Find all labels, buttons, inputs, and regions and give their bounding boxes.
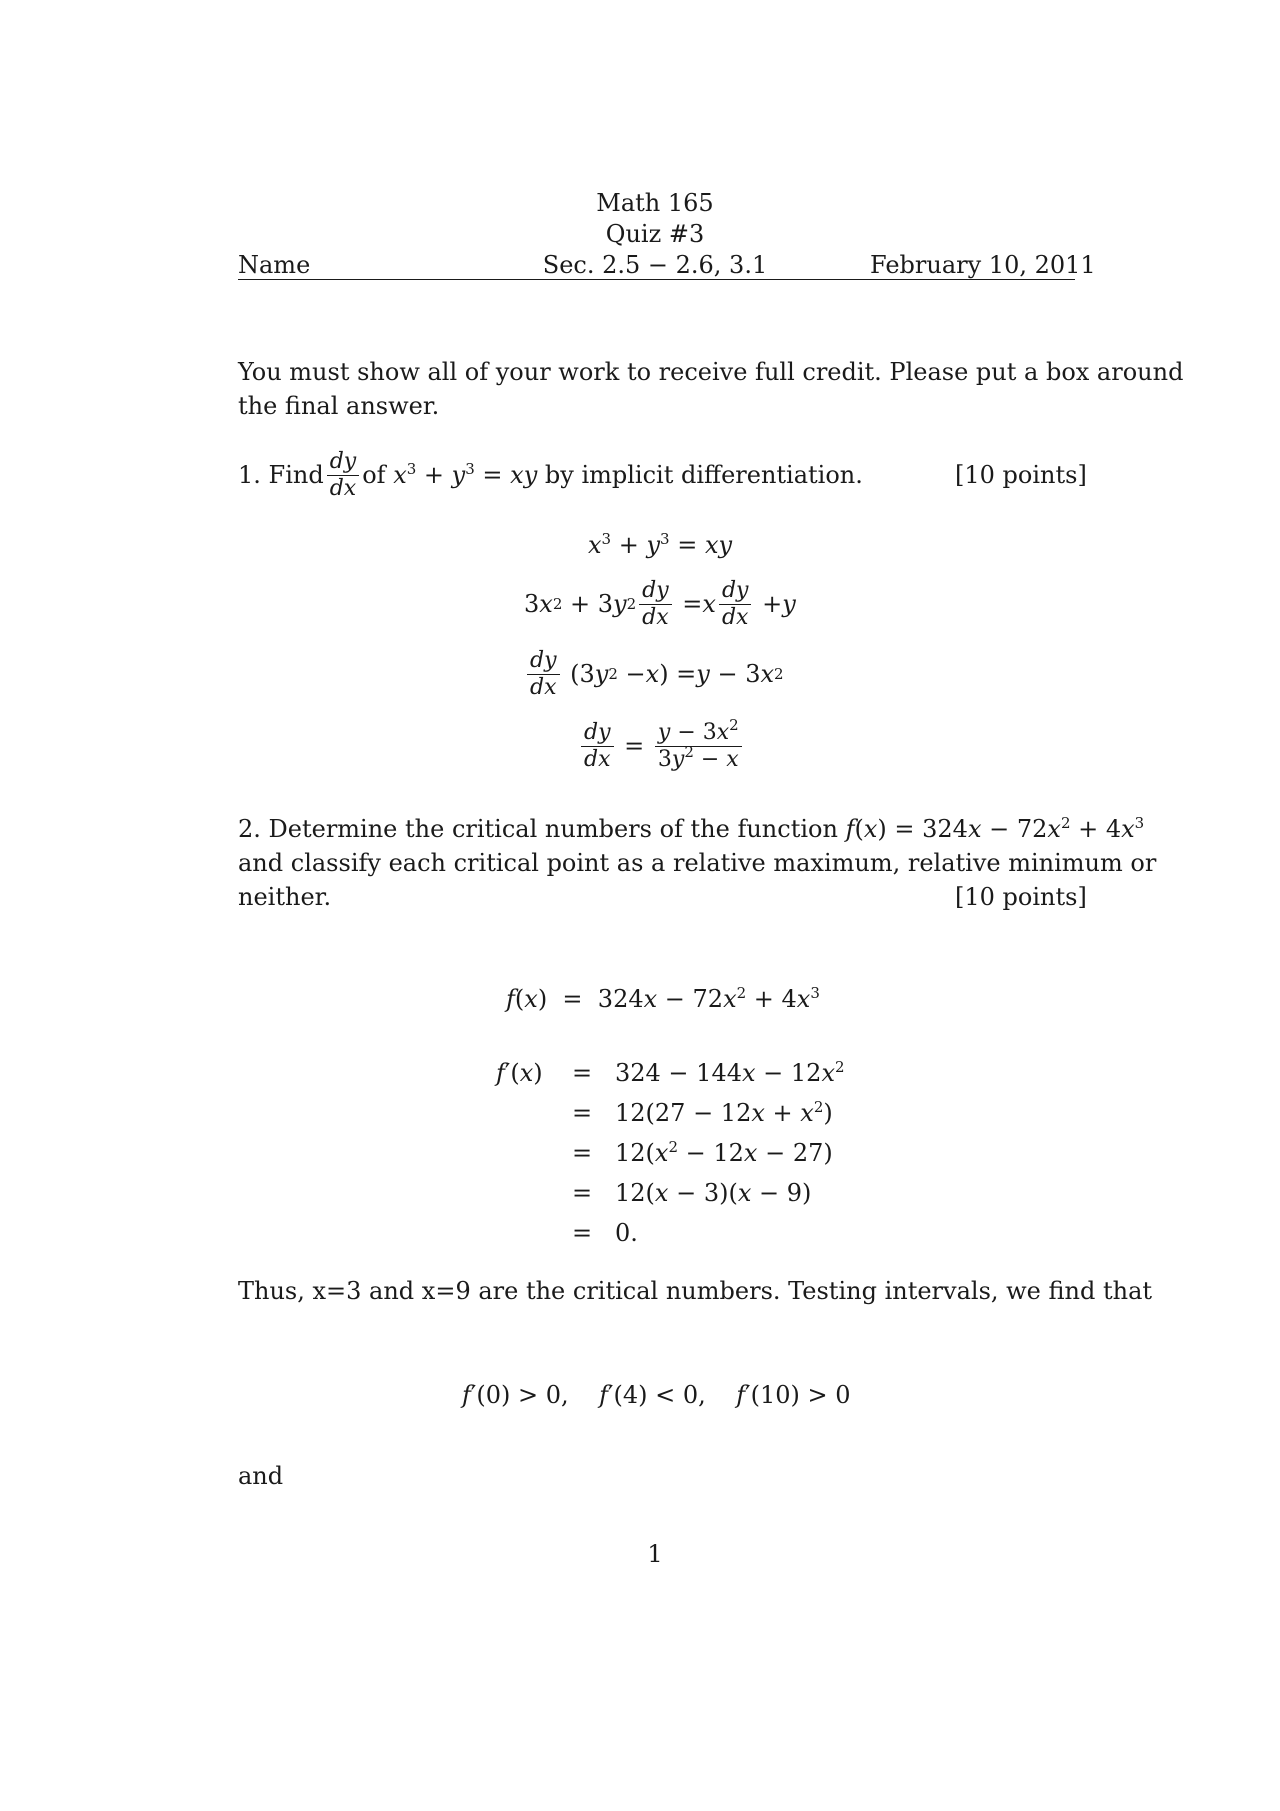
p2-eq-4: = 12(x − 3)(x − 9) <box>572 1179 812 1207</box>
problem-1-of: of <box>362 461 386 489</box>
p2-eq-2: = $12(27 - 12x + x^2)$ <box>572 1098 833 1127</box>
p2-eq-1: = $324 - 144x - 12x^2$ <box>572 1058 845 1087</box>
p1-step-3: $\frac{dy}{dx}$ (3 y 2 − x ) = y − 3 x 2 <box>524 640 784 708</box>
p2-f-definition: $f(x) = 324x - 72x^2 + 4x^3$ <box>506 984 820 1013</box>
p1-step-1: $x^3 + y^3$ = xy <box>588 530 733 559</box>
instructions-line-1: You must show all of your work to receive full credit. Please put a box around <box>238 358 1184 386</box>
name-label: Name <box>238 251 311 279</box>
p2-eq-5: = 0. <box>572 1219 638 1247</box>
quiz-date: February 10, 2011 <box>870 251 1096 279</box>
p1-step-2: 3 x 2 + 3 y 2 $\frac{dy}{dx}$ = x $\frac{dy}{dx}$ + y <box>524 577 796 630</box>
problem-2-tail: and <box>238 1462 284 1490</box>
header-rule <box>238 279 1075 280</box>
p2-eq-3: = $12(x^2 - 12x - 27)$ <box>572 1138 833 1167</box>
problem-2-line-2: and classify each critical point as a relative maximum, relative minimum or <box>238 849 1157 877</box>
p1-step-4: $\frac{dy}{dx}$ = $\frac{y - 3x^2}{3y^2 - x}$ <box>578 712 745 780</box>
problem-1-find: Find <box>268 461 324 489</box>
problem-1-statement <box>238 440 863 510</box>
problem-1-equation: $x^3 + y^3$ = xy <box>393 460 538 489</box>
problem-2-line-1-text: 2. Determine the critical numbers of the function <box>238 815 838 843</box>
course-title: Math 165 <box>596 189 714 217</box>
problem-2-conclusion: Thus, x=3 and x=9 are the critical numbers. Testing intervals, we find that <box>238 1277 1153 1305</box>
problem-2-line-3: neither. <box>238 883 332 911</box>
quiz-title: Quiz #3 <box>605 220 705 248</box>
page-number: 1 <box>647 1540 663 1568</box>
problem-2-line-1: 2. Determine the critical numbers of the function $f(x) = 324x - 72x^2 + 4x^3$ <box>238 814 1145 843</box>
problem-1-points: [10 points] <box>955 461 1087 489</box>
problem-1-rest: by implicit differentiation. <box>544 461 863 489</box>
problem-1-frac-num: dy <box>327 450 360 476</box>
problem-1-frac-den: dx <box>329 475 357 501</box>
p2-interval-tests: f′(0) > 0, f′(4) < 0, f′(10) > 0 <box>462 1381 851 1409</box>
p2-fprime-label: f′(x) <box>496 1059 543 1087</box>
problem-1-number: 1. <box>238 461 261 489</box>
sections-label: Sec. 2.5 − 2.6, 3.1 <box>542 251 768 279</box>
problem-1-dydx <box>327 450 360 501</box>
instructions-line-2: the final answer. <box>238 392 440 420</box>
problem-2-points: [10 points] <box>955 883 1087 911</box>
